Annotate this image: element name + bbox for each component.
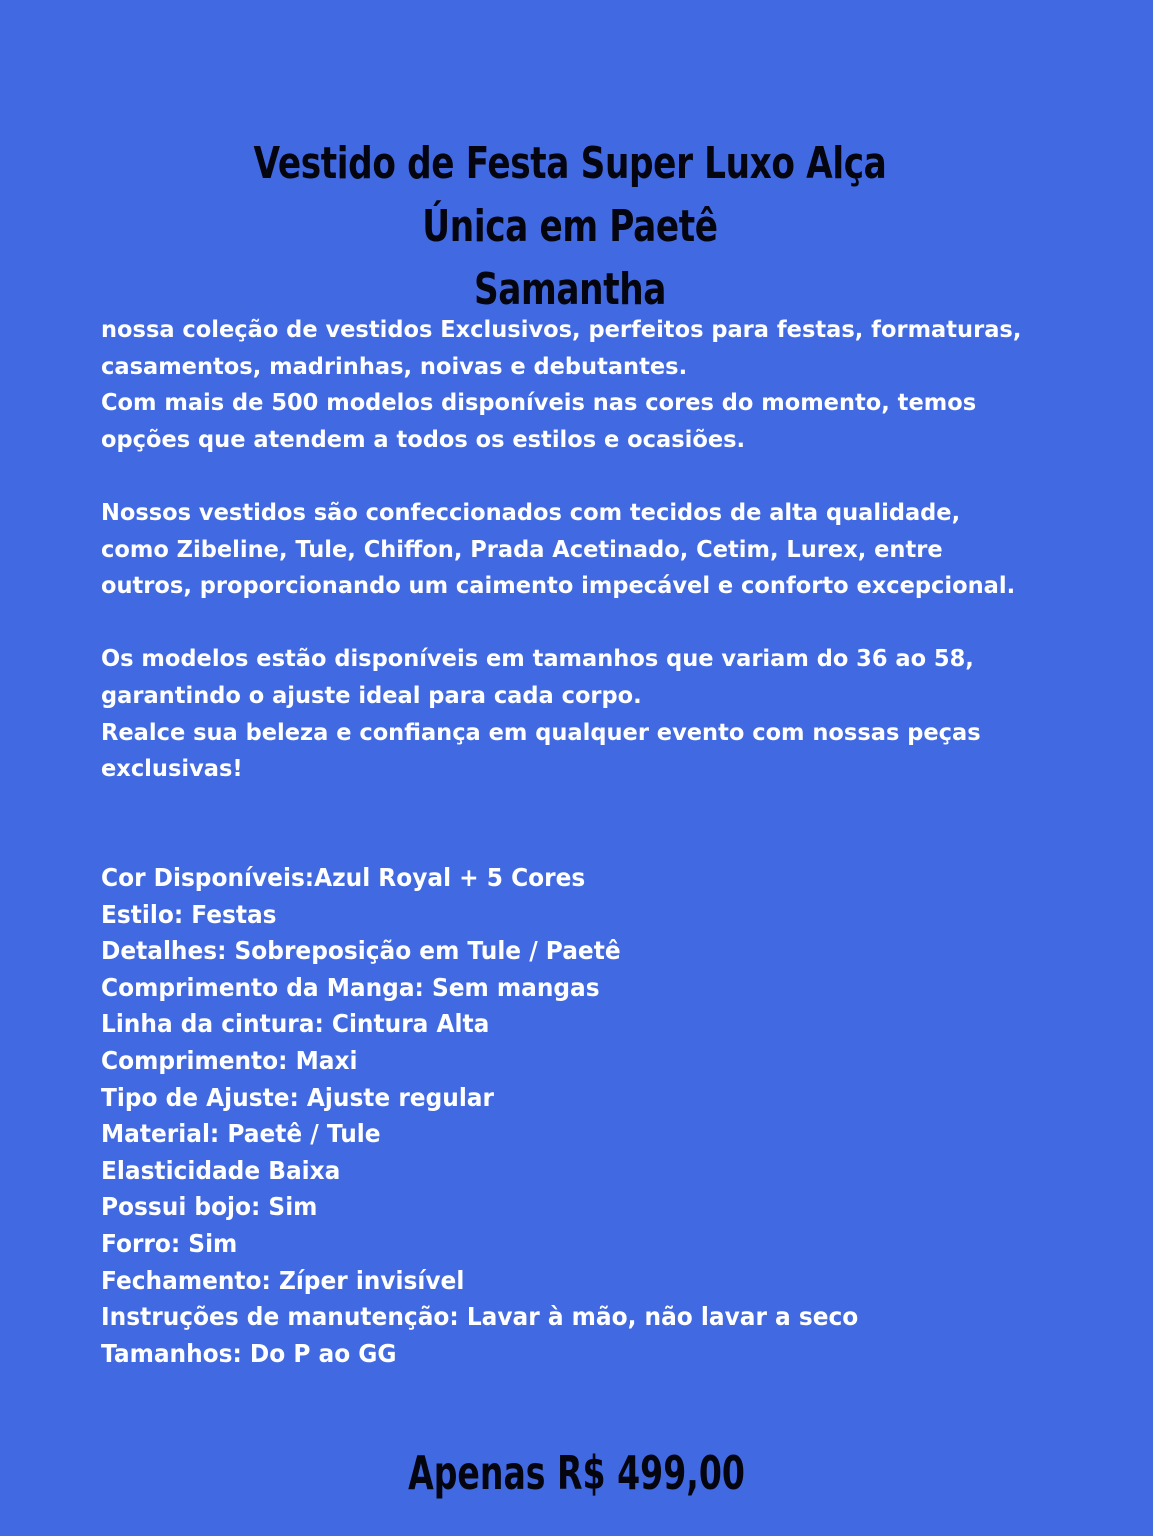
product-specs-list (101, 860, 1051, 1372)
description-line: exclusivas! (101, 756, 243, 783)
description-line: opções que atendem a todos os estilos e ocasiões. (101, 426, 746, 453)
spec-length: Comprimento: Maxi (101, 1045, 358, 1075)
price-label: Apenas R$ 499,00 (408, 1446, 745, 1500)
spec-closure: Fechamento: Zíper invisível (101, 1265, 465, 1295)
product-title (196, 132, 945, 321)
product-title-line-2: Samantha (473, 264, 667, 315)
spec-color: Cor Disponíveis:Azul Royal + 5 Cores (101, 863, 586, 892)
spec-care-instructions: Instruções de manutenção: Lavar à mão, não lavar a seco (101, 1302, 859, 1332)
spec-sizes: Tamanhos: Do P ao GG (101, 1338, 397, 1368)
description-line: casamentos, madrinhas, noivas e debutantes. (101, 353, 688, 380)
description-line: outros, proporcionando um caimento impecável e conforto excepcional. (101, 573, 1016, 600)
description-line: Nossos vestidos são confeccionados com tecidos de alta qualidade, (101, 499, 961, 526)
spec-style: Estilo: Festas (101, 899, 277, 929)
spec-material: Material: Paetê / Tule (101, 1119, 381, 1149)
spec-waistline: Linha da cintura: Cintura Alta (101, 1009, 490, 1039)
description-line: Com mais de 500 modelos disponíveis nas cores do momento, temos (101, 390, 977, 417)
spec-fit-type: Tipo de Ajuste: Ajuste regular (101, 1082, 494, 1112)
description-line: nossa coleção de vestidos Exclusivos, perfeitos para festas, formaturas, (101, 317, 1022, 343)
spec-lining: Forro: Sim (101, 1228, 238, 1258)
product-title-line-1: Vestido de Festa Super Luxo Alça Única em Paetê (253, 138, 887, 252)
description-line: Os modelos estão disponíveis em tamanhos que variam do 36 ao 58, (101, 646, 974, 673)
paragraph-spacer (101, 605, 1081, 642)
product-description (101, 312, 1081, 788)
description-line: garantindo o ajuste ideal para cada corpo. (101, 682, 642, 709)
description-line: como Zibeline, Tule, Chiffon, Prada Acetinado, Cetim, Lurex, entre (101, 536, 943, 563)
spec-details: Detalhes: Sobreposição em Tule / Paetê (101, 936, 621, 966)
spec-padding: Possui bojo: Sim (101, 1192, 318, 1222)
paragraph-spacer (101, 458, 1081, 495)
spec-elasticity: Elasticidade Baixa (101, 1155, 341, 1185)
description-line: Realce sua beleza e confiança em qualquer evento com nossas peças (101, 719, 981, 746)
spec-sleeve-length: Comprimento da Manga: Sem mangas (101, 972, 600, 1002)
